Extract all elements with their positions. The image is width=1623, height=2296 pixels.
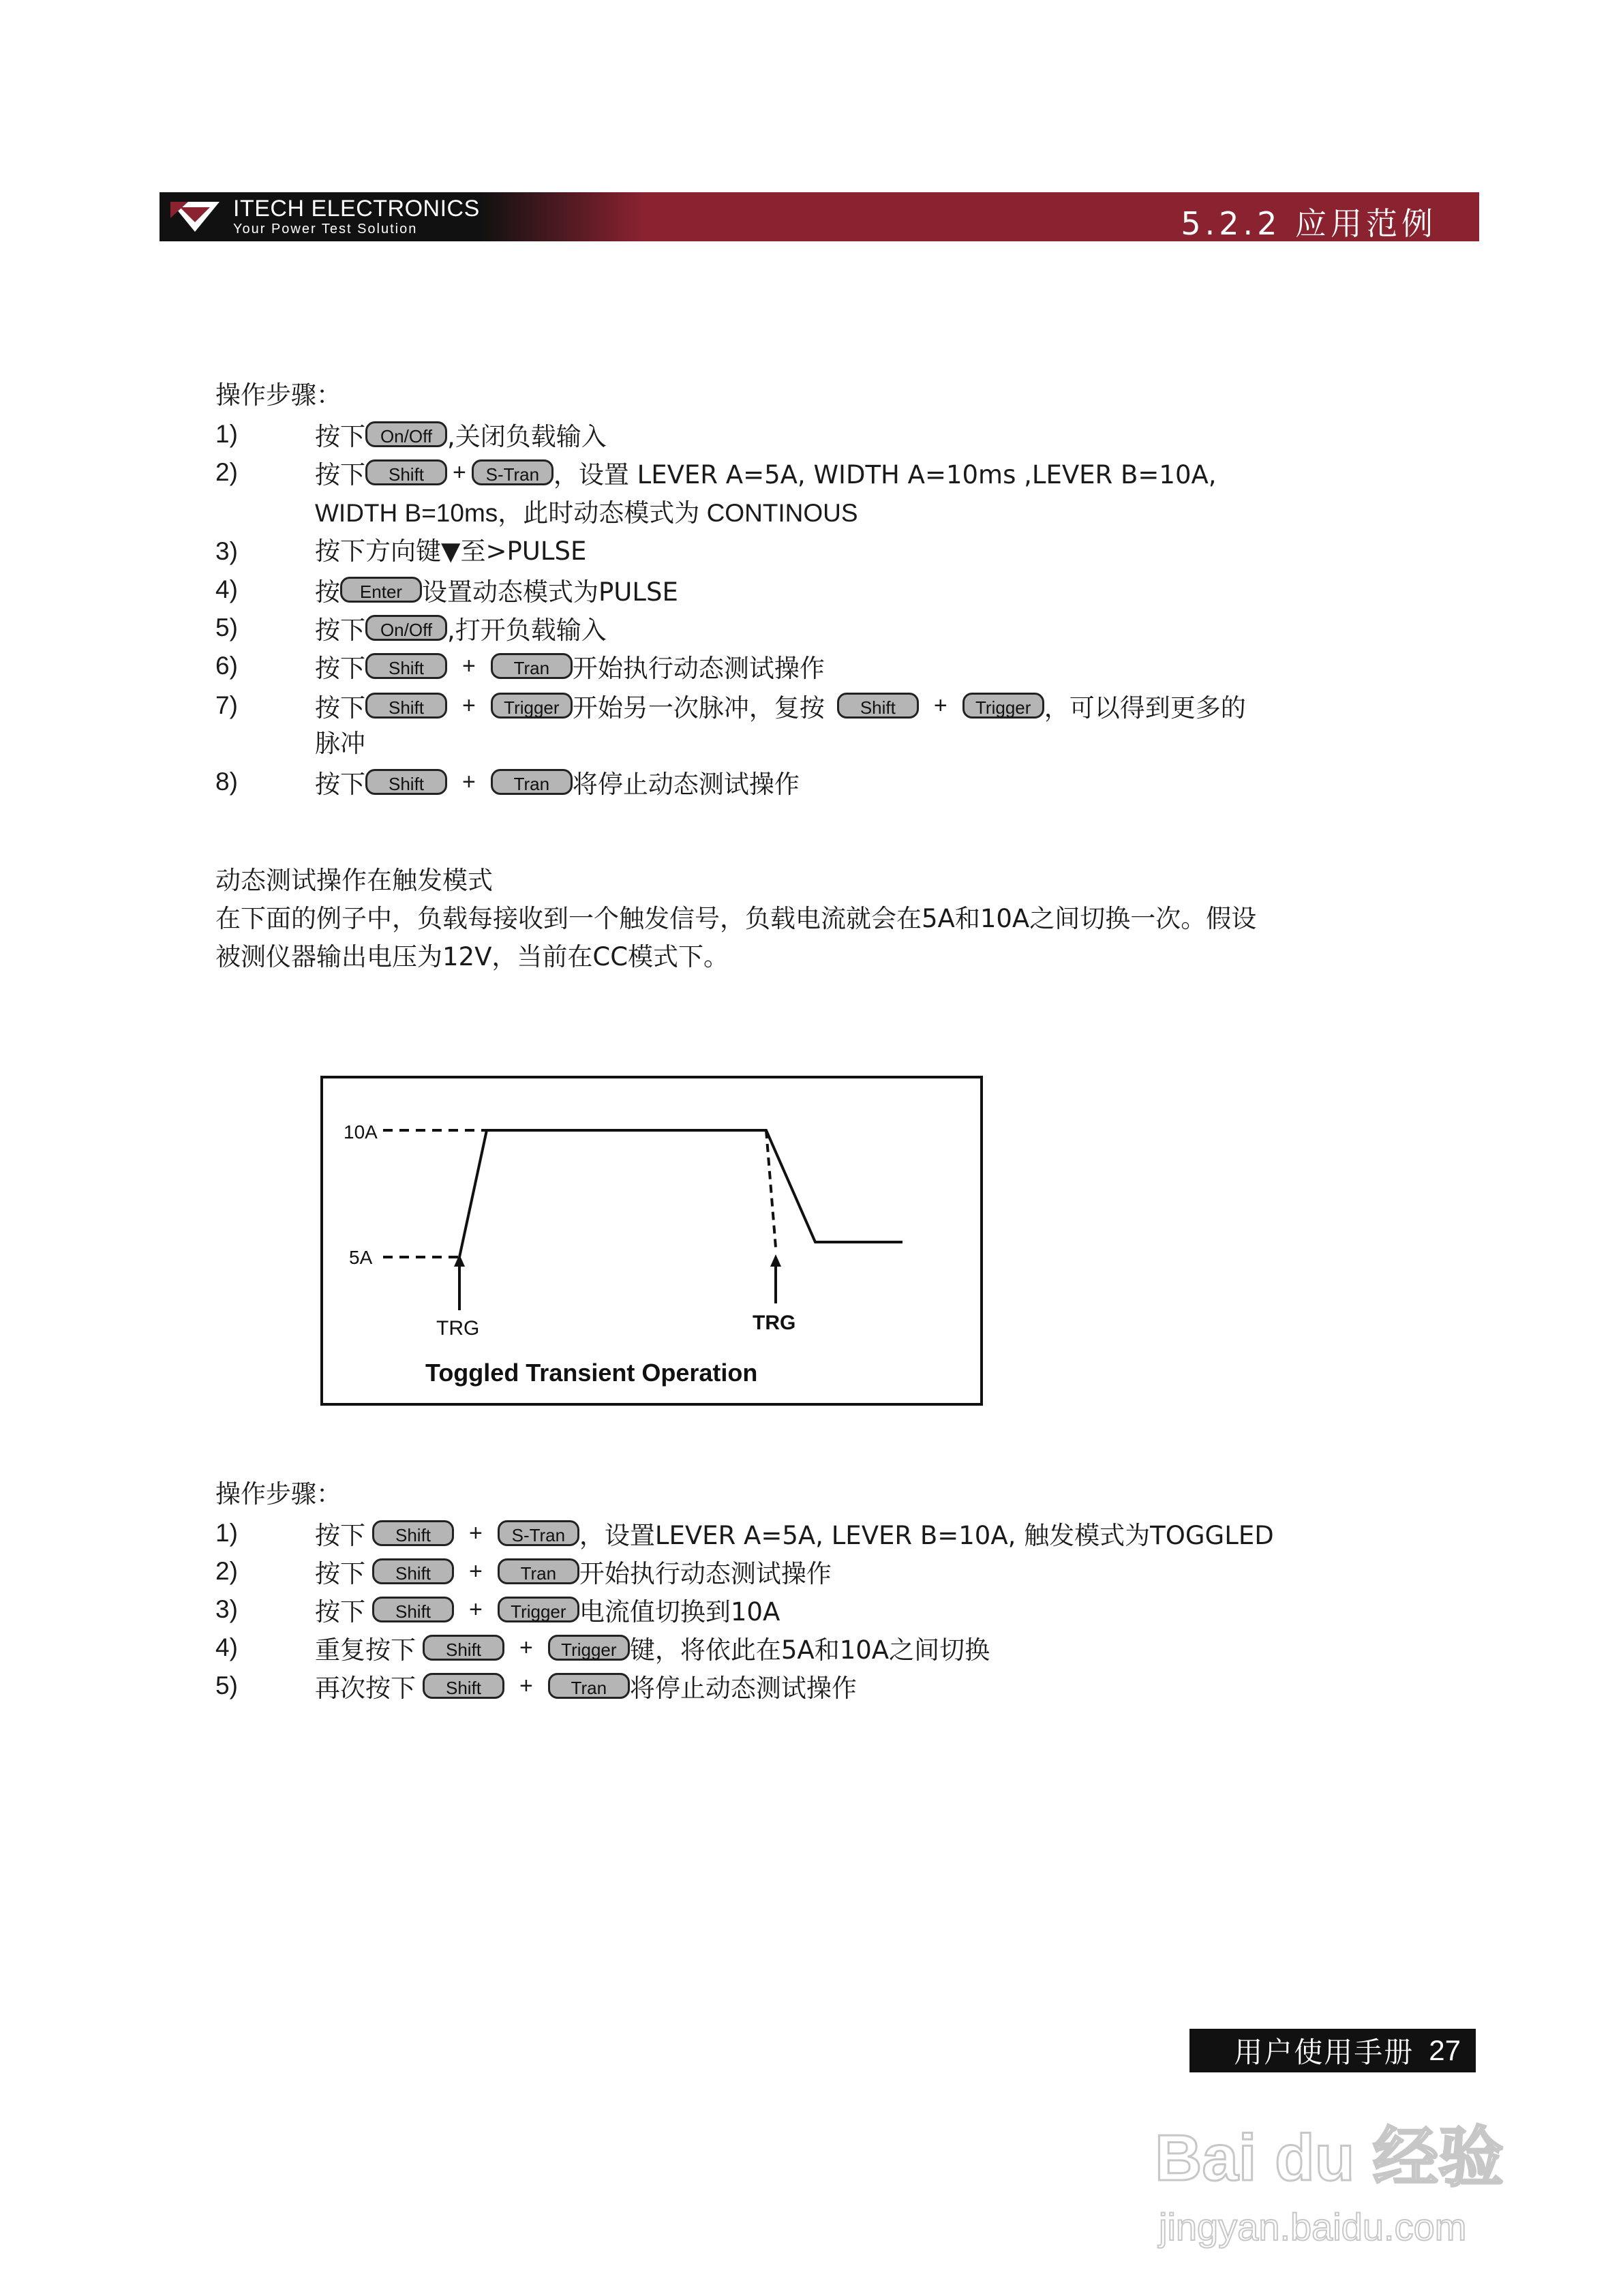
trigger-mode-heading: 动态测试操作在触发模式 [215,866,493,895]
step-text: 按下 [315,460,365,489]
step-number: 2) [215,1557,238,1585]
baidu-watermark [1145,2100,1527,2263]
toggled-transient-diagram [320,1076,983,1406]
step-row [315,572,678,607]
step-continuation: 脉冲 [315,729,365,758]
enter-key: Enter [340,577,422,603]
step-text: 按下 [315,422,365,451]
label-10a: 10A [344,1121,378,1143]
trigger-label-1: TRG [436,1317,480,1340]
brand-slogan: Your Power Test Solution [233,222,418,237]
step-row [315,1630,990,1665]
step-text: 按下方向键▼至>PULSE [315,537,587,566]
shift-key: Shift [372,1558,454,1584]
shift-key: Shift [365,459,447,485]
step-number: 3) [215,537,238,565]
step-text: ，设置LEVER A=5A, LEVER B=10A, 触发模式为TOGGLED [579,1521,1274,1550]
step-text: 按下 [315,693,365,723]
step-number: 3) [215,1595,238,1623]
step-text: 再次按下 [315,1674,416,1703]
step-number: 8) [215,768,238,796]
step-row [315,1592,780,1627]
step-text: ，设置 LEVER A=5A, WIDTH A=10ms ,LEVER B=10A, [553,460,1217,489]
step-text: 电流值切换到10A [579,1597,780,1627]
step-number: 5) [215,1672,238,1700]
plus-sign: + [469,1558,483,1584]
step-text: 按 [315,577,340,607]
brand-block [160,192,480,241]
trigger-key: Trigger [498,1597,579,1622]
step-text: 将停止动态测试操作 [629,1674,857,1703]
step-number: 1) [215,420,238,448]
plus-sign: + [462,652,476,679]
intro-line-2: 被测仪器输出电压为12V，当前在CC模式下。 [215,942,729,971]
shift-key: Shift [365,653,447,679]
shift-key: Shift [423,1635,504,1661]
tran-key: Tran [498,1558,579,1584]
shift-key: Shift [365,769,447,795]
step-text: 开始另一次脉冲，复按 [572,693,825,723]
step-row [315,610,607,646]
manual-label: 用户使用手册 [1234,2036,1414,2069]
step-text: ，可以得到更多的 [1044,693,1246,723]
step-text: 按下 [315,654,365,683]
plus-sign: + [933,692,947,719]
step-row [315,455,1217,490]
step-row [315,764,800,800]
waveform-svg [323,1078,980,1403]
s-tran-key: S-Tran [472,459,553,485]
page-header [160,192,1479,241]
step-text: 开始执行动态测试操作 [579,1559,832,1588]
plus-sign: + [519,1672,533,1699]
trigger-key: Trigger [491,693,573,719]
step-number: 7) [215,691,238,719]
trigger-label-2: TRG [753,1312,796,1334]
shift-key: Shift [837,693,919,719]
tran-key: Tran [548,1673,630,1699]
step-number: 1) [215,1519,238,1547]
plus-sign: + [453,459,466,485]
brand-text [233,196,480,237]
step-number: 4) [215,1633,238,1661]
step-text: 按下 [315,1521,365,1550]
section-title: 5.2.2 应用范例 [1181,205,1437,242]
step-text: 设置动态模式为PULSE [422,577,678,607]
step-text: 按下 [315,616,365,645]
plus-sign: + [469,1596,483,1622]
step-number: 4) [215,575,238,603]
itech-logo-icon [168,198,222,236]
shift-key: Shift [372,1520,454,1546]
plus-sign: + [469,1520,483,1546]
step-row [315,1554,832,1589]
diagram-caption: Toggled Transient Operation [425,1359,758,1387]
step-row [315,417,607,452]
on-off-key: On/Off [365,615,447,641]
plus-sign: + [462,692,476,719]
step-text: ,关闭负载输入 [447,422,607,451]
label-5a: 5A [349,1247,373,1268]
step-text: 重复按下 [315,1635,416,1665]
brand-name: ITECH ELECTRONICS [233,196,480,222]
shift-key: Shift [423,1673,504,1699]
step-row [315,688,1246,723]
step-row [315,648,825,684]
baidu-paw-icon [1145,2100,1527,2263]
step-text: ,打开负载输入 [447,616,607,645]
intro-line-1: 在下面的例子中，负载每接收到一个触发信号，负载电流就会在5A和10A之间切换一次。假设 [215,904,1257,933]
step-number: 2) [215,458,238,486]
on-off-key: On/Off [365,421,447,447]
current-waveform [459,1130,902,1257]
step-text: 按下 [315,770,365,799]
shift-key: Shift [372,1597,454,1622]
arrow-head-icon [770,1254,781,1267]
step-text: 按下 [315,1597,365,1627]
plus-sign: + [519,1634,533,1661]
step-row [315,1515,1274,1551]
step-row [315,1668,857,1704]
step-number: 5) [215,614,238,641]
tran-key: Tran [491,769,573,795]
steps-heading-1: 操作步骤： [215,380,342,410]
step-text: 开始执行动态测试操作 [572,654,825,683]
header-gradient [480,192,643,241]
step-text: 将停止动态测试操作 [572,770,800,799]
trigger-key: Trigger [548,1635,630,1661]
tran-key: Tran [491,653,573,679]
s-tran-key: S-Tran [498,1520,579,1546]
steps-heading-2: 操作步骤： [215,1479,342,1509]
step-text: 按下 [315,1559,365,1588]
page-footer [1189,2029,1476,2072]
step-number: 6) [215,652,238,680]
trigger-key: Trigger [962,693,1044,719]
watermark-brand: Bai du 经验 [1155,2121,1504,2194]
page-number: 27 [1429,2034,1461,2066]
shift-key: Shift [365,693,447,719]
watermark-url: jingyan.baidu.com [1159,2205,1467,2248]
plus-sign: + [462,768,476,795]
step-continuation: WIDTH B=10ms，此时动态模式为 CONTINOUS [315,499,858,527]
step-text: 键，将依此在5A和10A之间切换 [629,1635,990,1665]
